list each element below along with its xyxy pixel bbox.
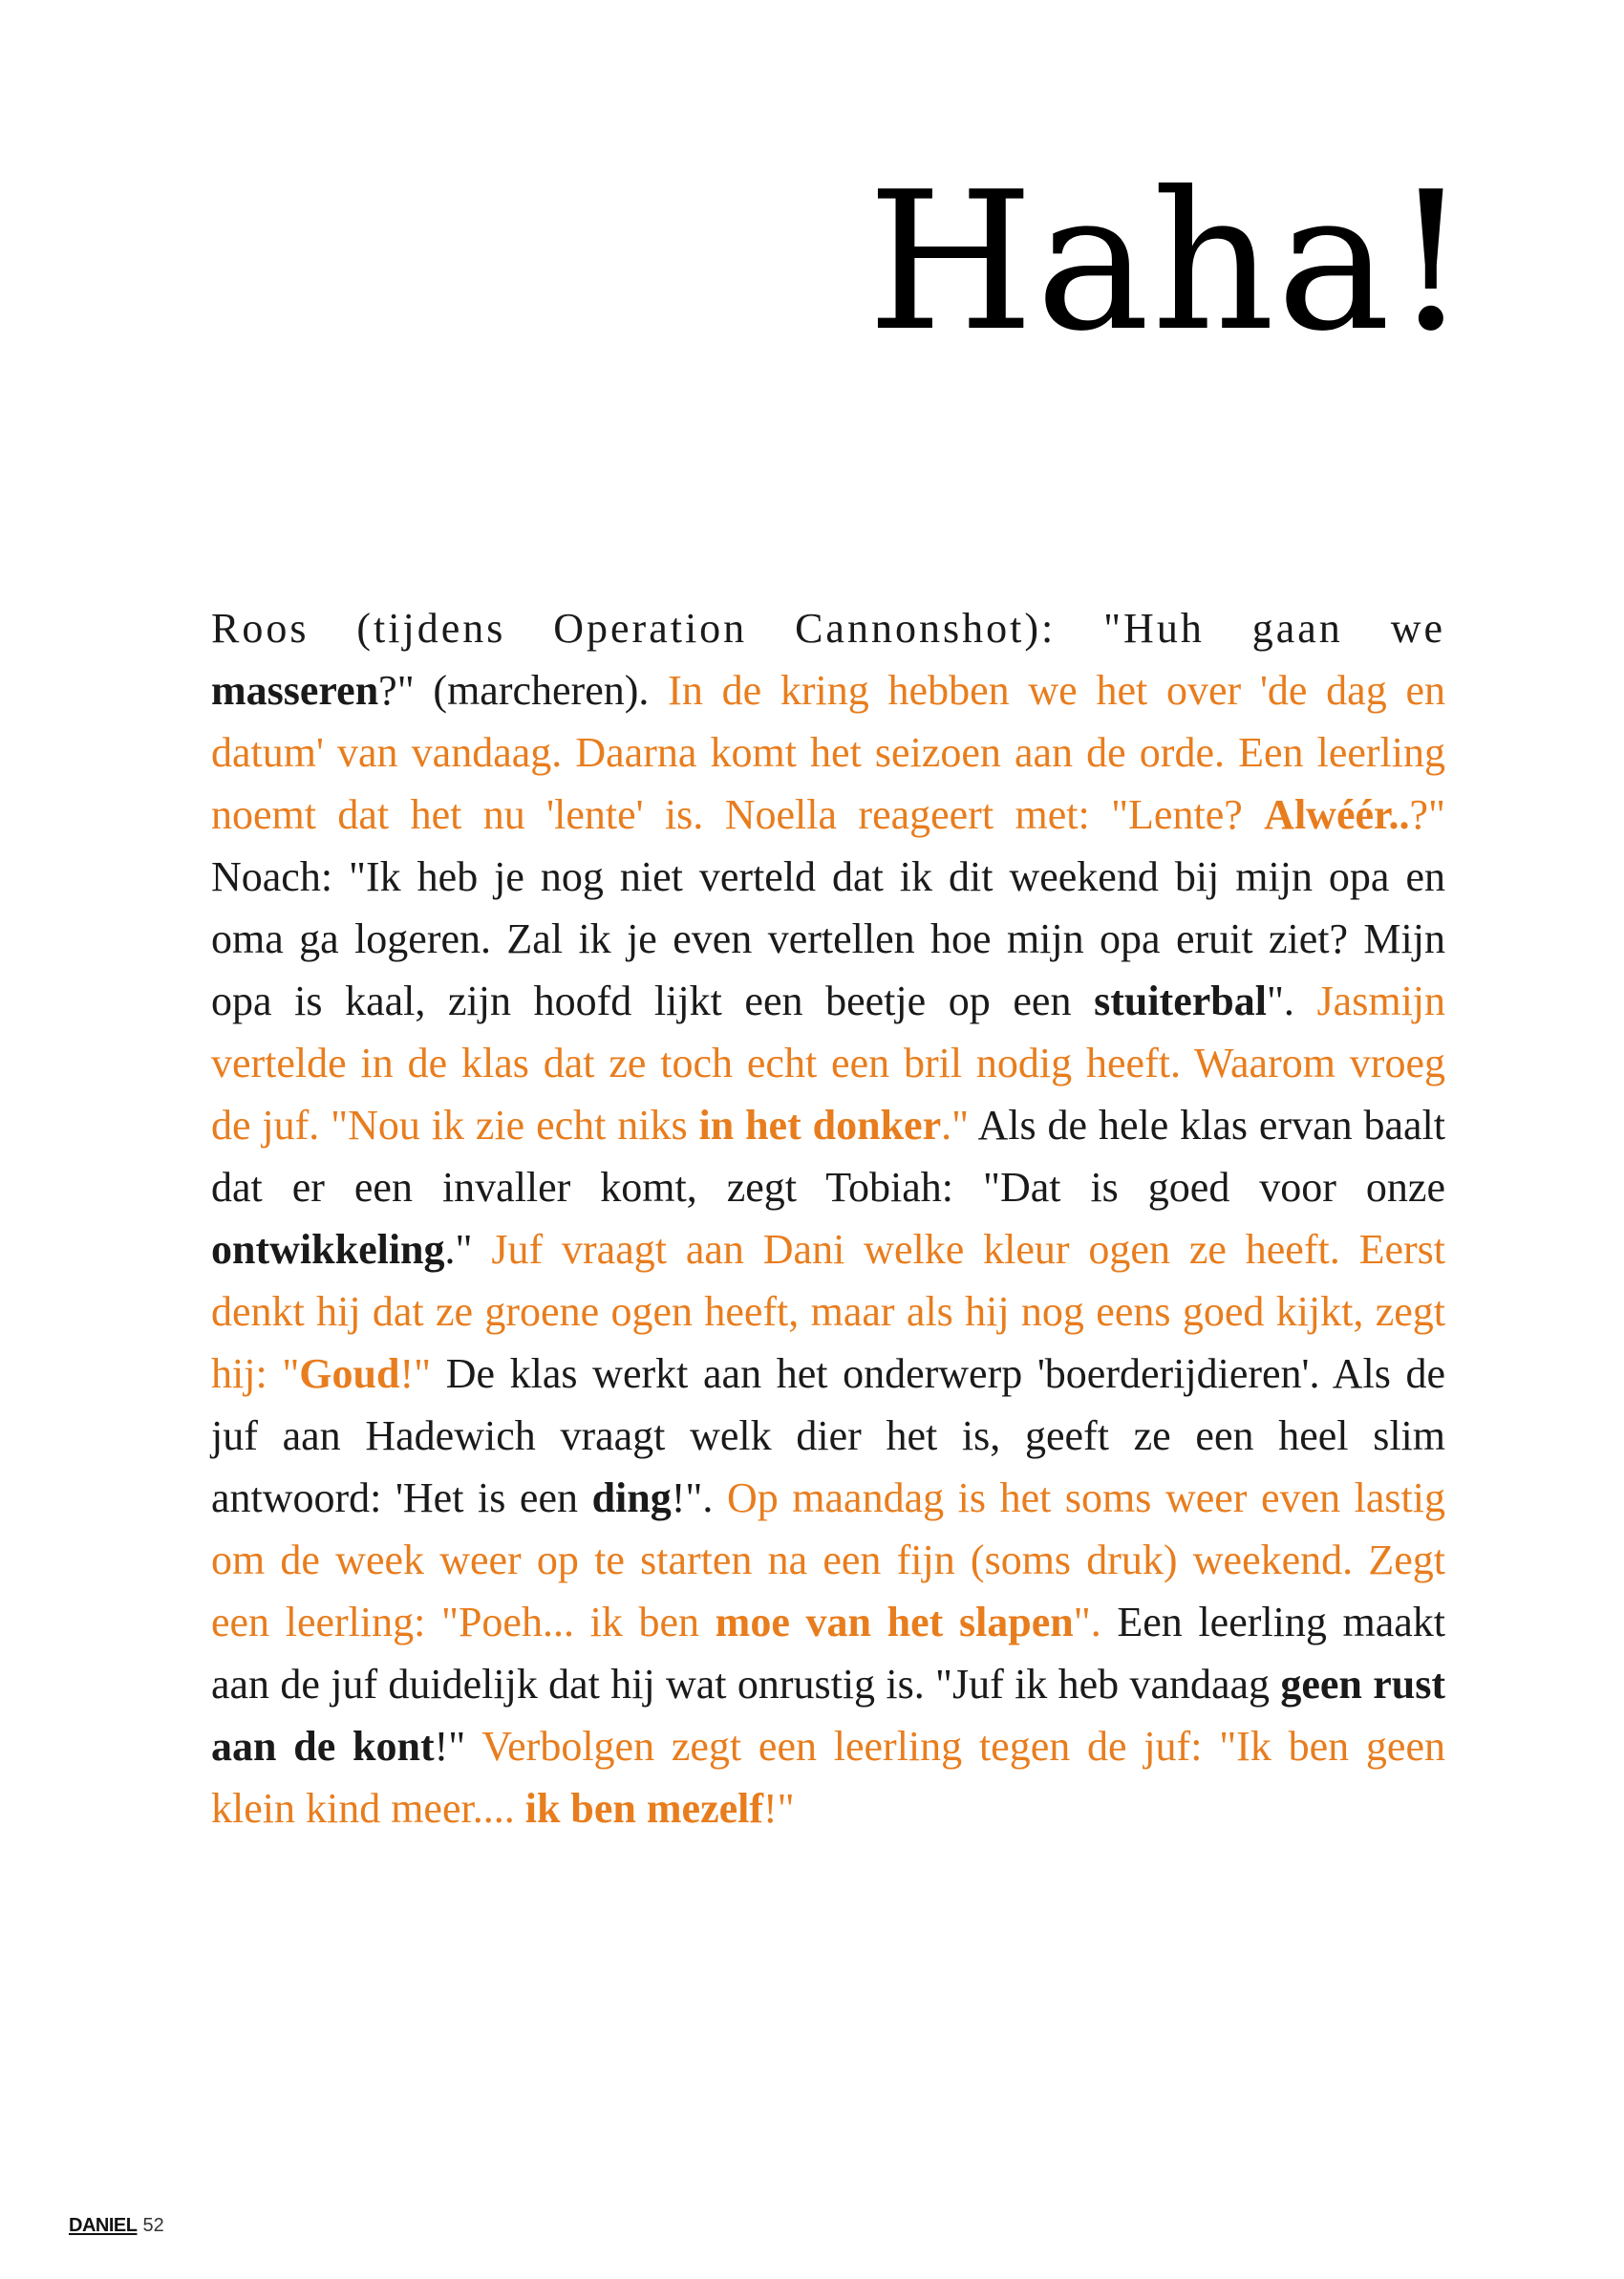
text-run: Als de hele klas ervan baalt dat er een invaller komt, zegt Tobiah: "Dat is goed voor onze: [211, 1102, 1445, 1211]
text-run: .": [941, 1102, 970, 1149]
emphasis-text: moe van het slapen: [715, 1599, 1074, 1645]
text-run: In de kring hebben we het over 'de dag en datum' van vandaag. Daarna komt het seizoen aan de orde. Een leerling noemt dat het nu 'lente' is. Noella reageert met: "Lente?: [211, 667, 1445, 838]
text-run: Verbolgen zegt een leerling tegen de juf: "Ik ben geen klein kind meer....: [211, 1723, 1445, 1832]
text-run: !".: [671, 1474, 727, 1521]
text-run: Op maandag is het soms weer even lastig om de week weer op te starten na een fijn (soms druk) weekend. Zegt een leerling: "Poeh... ik ben: [211, 1474, 1445, 1645]
text-run: !": [434, 1723, 482, 1770]
text-run: !": [399, 1350, 432, 1397]
emphasis-text: in het donker: [698, 1102, 942, 1149]
text-run: ".: [1266, 978, 1317, 1024]
emphasis-text: ontwikkeling: [211, 1226, 445, 1273]
text-run: ?": [1409, 791, 1445, 838]
text-run: Noach: "Ik heb je nog niet verteld dat ik dit weekend bij mijn opa en oma ga logeren. Zal ik je even vertellen hoe mijn opa eruit ziet? Mijn opa is kaal, zijn hoofd lijkt een beetje op een: [211, 853, 1445, 1024]
text-run: !": [763, 1785, 795, 1832]
text-run: Roos (tijdens Operation Cannonshot): "Huh gaan we: [211, 605, 1445, 652]
page-footer: [69, 2215, 164, 2237]
emphasis-text: ding: [591, 1474, 672, 1521]
text-run: ".: [1073, 1599, 1101, 1645]
page-title: Haha!: [866, 151, 1471, 374]
article-body: [211, 597, 1445, 1839]
text-run: Juf vraagt aan Dani welke kleur ogen ze heeft. Eerst denkt hij dat ze groene ogen heeft, maar als hij nog eens goed kijkt, zegt hij: ": [211, 1226, 1445, 1397]
text-run: De klas werkt aan het onderwerp 'boerderijdieren'. Als de juf aan Hadewich vraagt welk dier het is, geeft ze een heel slim antwoord: 'Het is een: [211, 1350, 1445, 1521]
footer-brand: DANIEL: [69, 2215, 138, 2236]
text-run: Een leerling maakt aan de juf duidelijk dat hij wat onrustig is. "Juf ik heb vandaag: [211, 1599, 1445, 1708]
emphasis-text: geen rust aan de kont: [211, 1661, 1445, 1770]
text-run: Jasmijn vertelde in de klas dat ze toch echt een bril nodig heeft. Waarom vroeg de juf. "Nou ik zie echt niks: [211, 978, 1446, 1149]
emphasis-text: stuiterbal: [1094, 978, 1267, 1024]
text-run: .": [444, 1226, 492, 1273]
emphasis-text: ik ben mezelf: [524, 1785, 764, 1832]
emphasis-text: masseren: [211, 667, 379, 714]
text-run: ?" (marcheren).: [378, 667, 669, 714]
emphasis-text: Goud: [299, 1350, 400, 1397]
page-number: 52: [142, 2215, 164, 2236]
emphasis-text: Alwéér..: [1264, 791, 1410, 838]
